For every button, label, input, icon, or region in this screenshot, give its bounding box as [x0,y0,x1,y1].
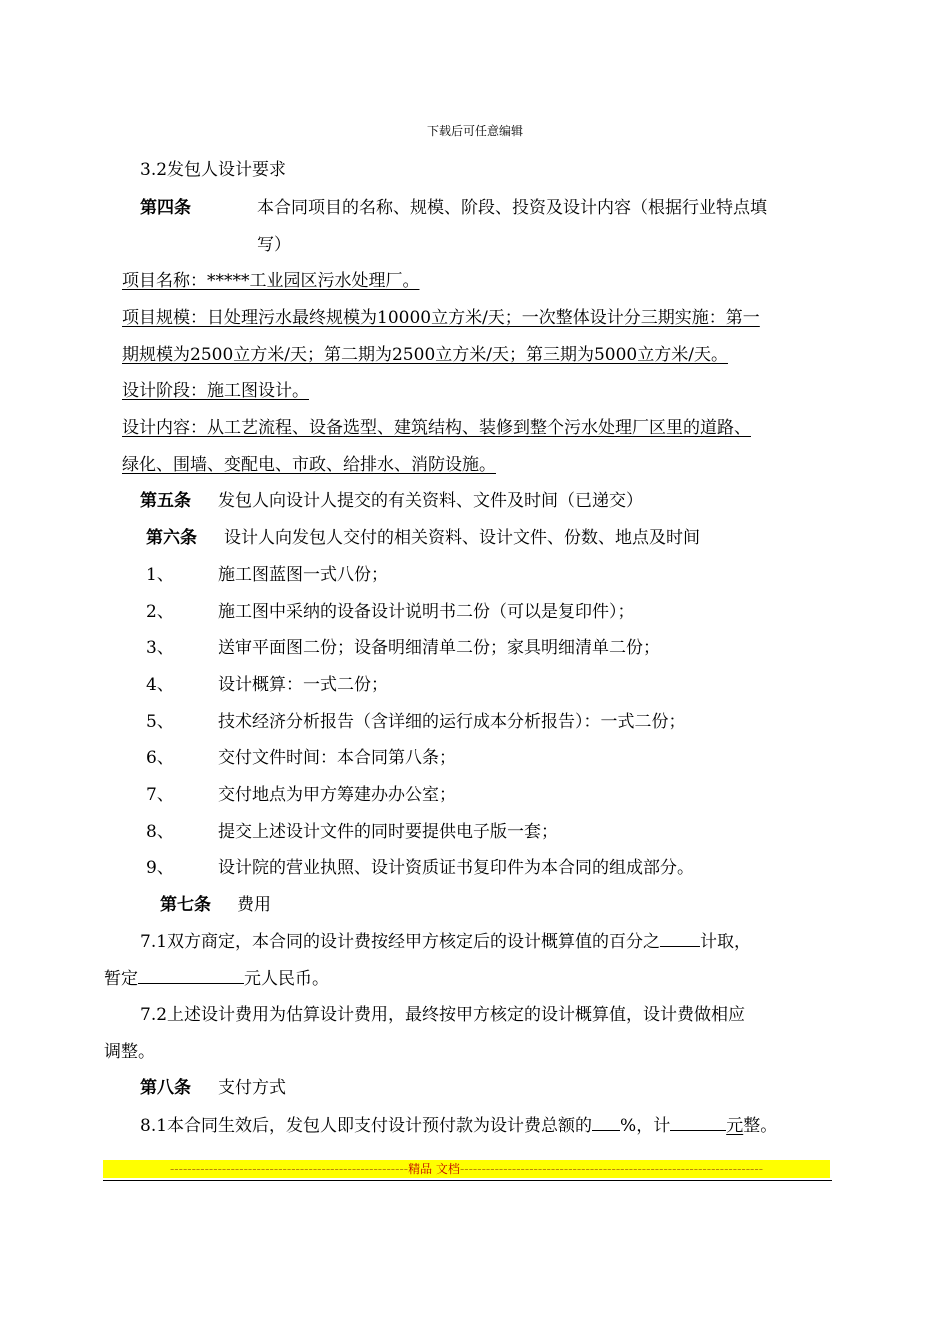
list-item: 7、 交付地点为甲方筹建办办公室； [146,785,456,805]
list-item: 3、 送审平面图二份；设备明细清单二份；家具明细清单二份； [146,638,660,658]
project-stage: 设计阶段：施工图设计。 [122,381,309,401]
project-name: 项目名称：*****工业园区污水处理厂。 [122,271,420,291]
footer-bar: -------------------------------------------------------精品 文档---------------------------------------------------------------------- [103,1160,830,1178]
amount-blank [138,967,244,984]
header-note: 下载后可任意编辑 [426,124,523,138]
percent-blank [592,1114,620,1131]
article-4-label: 第四条 [140,198,191,218]
article-7-paragraph-2-line2: 调整。 [104,1042,155,1062]
list-item: 1、 施工图蓝图一式八份； [146,565,388,585]
section-3-2: 3.2发包人设计要求 [140,160,287,180]
list-item: 9、 设计院的营业执照、设计资质证书复印件为本合同的组成部分。 [146,858,694,878]
article-5-text: 发包人向设计人提交的有关资料、文件及时间（已递交） [218,491,643,511]
list-item: 5、 技术经济分析报告（含详细的运行成本分析报告）：一式二份； [146,712,686,732]
article-7-label: 第七条 [160,895,211,915]
footer-center-text: 精品 文档 [408,1162,460,1176]
list-item: 2、 施工图中采纳的设备设计说明书二份（可以是复印件）； [146,602,635,622]
article-8-label: 第八条 [140,1078,191,1098]
article-7-paragraph-1: 7.1双方商定，本合同的设计费按经甲方核定后的设计概算值的百分之 计取， [140,932,752,952]
project-content-line1: 设计内容：从工艺流程、设备选型、建筑结构、装修到整个污水处理厂区里的道路、 [122,418,751,438]
article-7-paragraph-1-cont: 暂定 元人民币。 [104,969,329,989]
article-8-title: 支付方式 [218,1078,286,1098]
percentage-blank [660,930,700,947]
list-item: 6、 交付文件时间：本合同第八条； [146,748,456,768]
article-8-paragraph-1: 8.1本合同生效后，发包人即支付设计预付款为设计费总额的 %，计 元整。 [140,1116,778,1136]
project-scale-line2: 期规模为2500立方米/天；第二期为2500立方米/天；第三期为5000立方米/天。 [122,345,728,365]
article-4-text-line1: 本合同项目的名称、规模、阶段、投资及设计内容（根据行业特点填 [257,198,767,218]
prepayment-blank [670,1114,726,1131]
article-6-text: 设计人向发包人交付的相关资料、设计文件、份数、地点及时间 [224,528,700,548]
article-7-title: 费用 [237,895,271,915]
footer-divider [103,1180,832,1181]
project-scale-line1: 项目规模：日处理污水最终规模为10000立方米/天；一次整体设计分三期实施：第一 [122,308,760,328]
list-item: 4、 设计概算：一式二份； [146,675,388,695]
article-7-paragraph-2-line1: 7.2上述设计费用为估算设计费用，最终按甲方核定的设计概算值，设计费做相应 [140,1005,746,1025]
article-5-label: 第五条 [140,491,191,511]
project-content-line2: 绿化、围墙、变配电、市政、给排水、消防设施。 [122,455,496,475]
list-item: 8、 提交上述设计文件的同时要提供电子版一套； [146,822,558,842]
article-6-label: 第六条 [146,528,197,548]
article-4-text-line2: 写） [257,235,291,255]
